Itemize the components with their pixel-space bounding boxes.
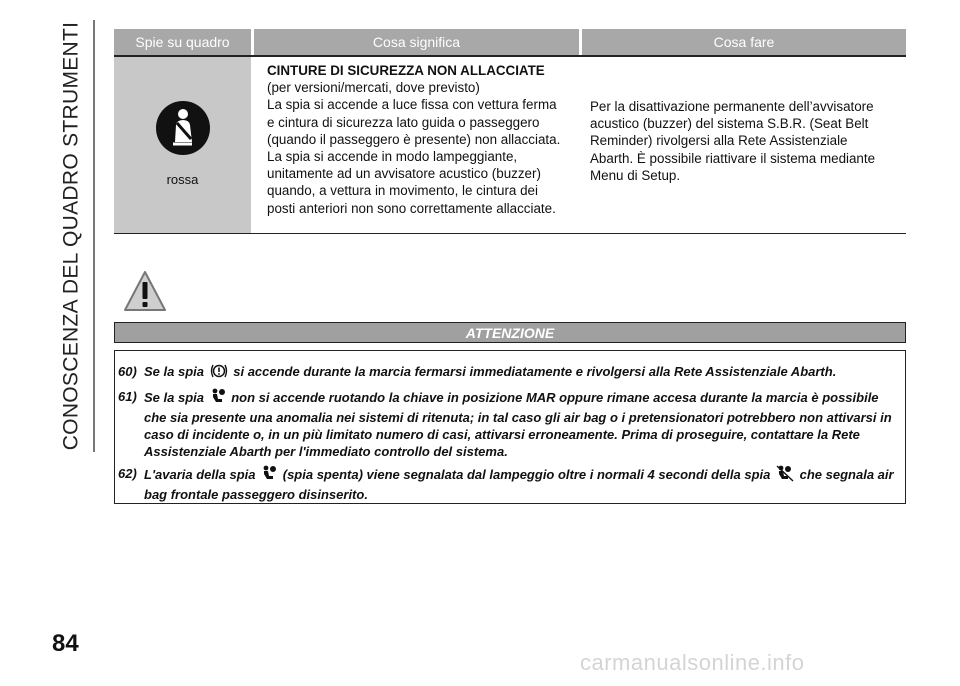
table-header bbox=[114, 29, 906, 55]
note-61: 61) Se la spia non si accende ruotando la chiave in posizione MAR oppure rimane accesa durante la marcia è possibile che sia presente una anomalia nei sistemi di ritenuta; in tal caso gli air bag o i pretensionatori potrebbero non attivarsi in caso di incidente o, in un più limitato numero di casi, attivarsi erroneamente. Prima di proseguire, contattare la Rete Assistenziale Abarth per l'immediato controllo del sistema. bbox=[118, 389, 892, 459]
watermark: carmanualsonline.info bbox=[580, 650, 805, 675]
airbag-icon bbox=[210, 388, 226, 409]
brake-warning-icon bbox=[210, 363, 228, 383]
lamp-color-label: rossa bbox=[166, 172, 199, 187]
meaning-line: La spia si accende in modo lampeggiante, bbox=[267, 149, 518, 165]
action-line: Reminder) rivolgersi alla Rete Assistenziale bbox=[590, 133, 848, 149]
meaning-line: unitamente ad un avvisatore acustico (buzzer) bbox=[267, 166, 541, 182]
attention-heading: ATTENZIONE bbox=[114, 322, 906, 343]
action-line: acustico (buzzer) del sistema S.B.R. (Seat Belt bbox=[590, 116, 869, 132]
header-action: Cosa fare bbox=[582, 29, 906, 55]
page-number: 84 bbox=[52, 630, 79, 657]
meaning-line: La spia si accende a luce fissa con vettura ferma bbox=[267, 97, 557, 113]
action-line: Menu di Setup. bbox=[590, 167, 681, 183]
action-line: Per la disattivazione permanente dell’avvisatore bbox=[590, 99, 874, 114]
table-row bbox=[114, 55, 906, 234]
header-meaning: Cosa significa bbox=[254, 29, 579, 55]
meaning-title: CINTURE DI SICUREZZA NON ALLACCIATE bbox=[267, 63, 545, 78]
passenger-airbag-off-icon bbox=[776, 465, 794, 486]
warning-lamp-table bbox=[114, 29, 906, 234]
section-divider bbox=[93, 20, 95, 452]
warning-triangle-icon bbox=[123, 270, 167, 317]
meaning-line: e cintura di sicurezza lato guida o passeggero bbox=[267, 114, 540, 130]
meaning-line: (quando il passeggero è presente) non allacciata. bbox=[267, 131, 561, 147]
note-60: 60) Se la spia si accende durante la marcia fermarsi immediatamente e rivolgersi alla Rete Assistenziale Abarth. bbox=[118, 363, 899, 383]
action-line: Abarth. È possibile riattivare il sistema mediante bbox=[590, 150, 876, 166]
note-62: 62) L'avaria della spia (spia spenta) viene segnalata dal lampeggio oltre i normali 4 secondi della spia che segnala air bag frontale passeggero disinserito. bbox=[118, 466, 894, 502]
meaning-cell bbox=[251, 57, 576, 233]
lamp-cell bbox=[114, 57, 251, 233]
meaning-line: posti anteriori non sono correttamente allacciate. bbox=[267, 200, 556, 216]
header-lamps: Spie su quadro bbox=[114, 29, 251, 55]
action-cell bbox=[576, 57, 906, 233]
section-title: CONOSCENZA DEL QUADRO STRUMENTI bbox=[59, 21, 82, 451]
airbag-icon bbox=[261, 465, 277, 486]
attention-box bbox=[114, 350, 906, 504]
meaning-line: (per versioni/mercati, dove previsto) bbox=[267, 80, 480, 96]
meaning-line: quando, a vettura in movimento, le cintura dei bbox=[267, 183, 538, 199]
seatbelt-icon bbox=[154, 99, 212, 162]
